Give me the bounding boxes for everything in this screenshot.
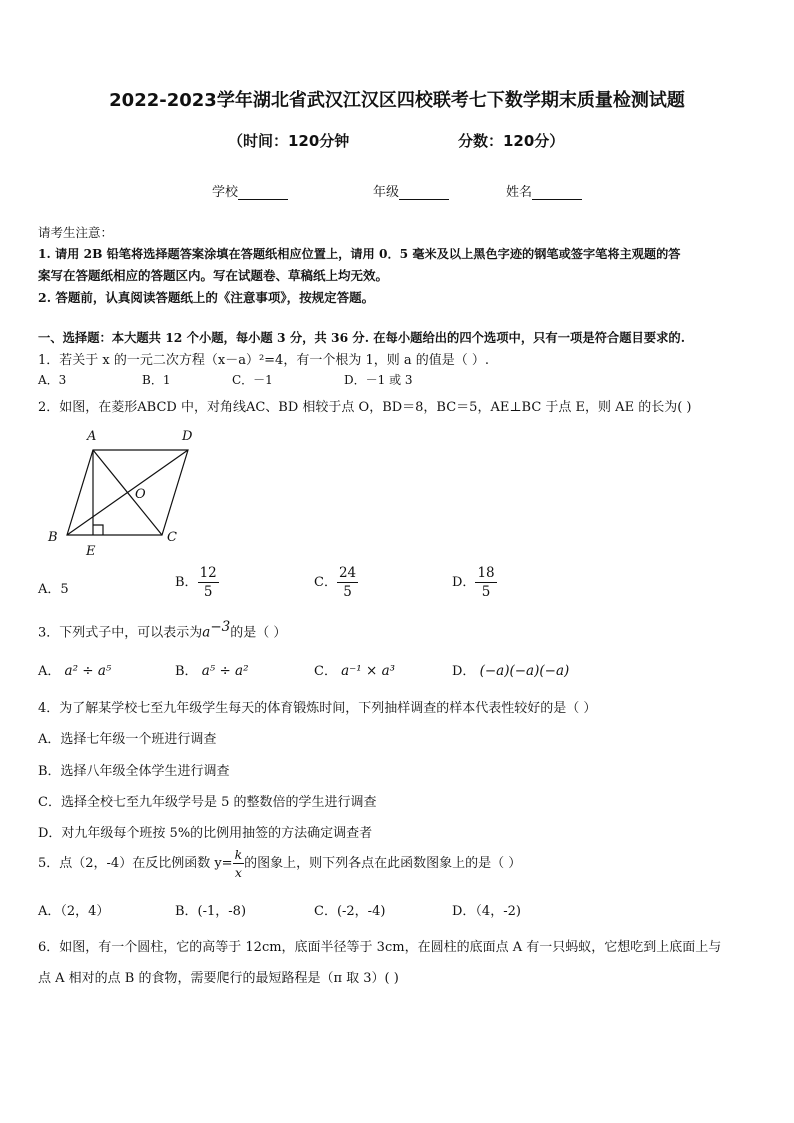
name-field: 姓名 [506,181,582,200]
q2-option-a[interactable]: A．5 [38,582,69,597]
label-b: B [48,530,58,545]
q4-option-b[interactable]: B．选择八年级全体学生进行调查 [38,764,230,779]
q2-stem: 2．如图，在菱形ABCD 中，对角线AC、BD 相较于点 O，BD＝8，BC＝5，AE⊥BC 于点 E，则 AE 的长为( ) [38,400,692,415]
q1-option-b[interactable]: B．1 [142,373,171,387]
q4-option-d[interactable]: D．对九年级每个班按 5%的比例用抽签的方法确定调查者 [38,826,373,841]
q1-option-d[interactable]: D．－1 或 3 [344,373,413,387]
q2-option-d[interactable]: D． $\frac{18}{5}$ [452,565,495,601]
grade-blank[interactable] [399,185,449,200]
notice-heading: 请考生注意： [38,225,114,240]
q5-option-b[interactable]: B．(-1，-8) [175,904,247,919]
exam-score: 分数：120分） [458,132,565,150]
q2-option-b[interactable]: B． $\frac{12}{5}$ [175,565,217,601]
q5-option-a[interactable]: A．（2，4） [38,904,110,919]
label-d: D [182,429,193,444]
right-angle-mark [93,525,103,535]
notice-line-1b: 案写在答题纸相应的答题区内。写在试题卷、草稿纸上均无效。 [38,268,389,283]
label-a: A [87,429,97,444]
label-o: O [135,487,146,502]
label-e: E [86,544,96,559]
q5-option-c[interactable]: C．(-2，-4) [314,904,386,919]
q1-stem: 1．若关于 x 的一元二次方程（x－a）²=4，有一个根为 1，则 a 的值是（ ）. [38,353,490,368]
q3-option-c[interactable]: C． a⁻¹ × a³ [314,663,396,679]
q6-stem-line2: 点 A 相对的点 B 的食物，需要爬行的最短路程是（π 取 3）( ) [38,971,399,986]
label-c: C [167,530,177,545]
q4-option-a[interactable]: A．选择七年级一个班进行调查 [38,732,217,747]
q3-option-b[interactable]: B． a⁵ ÷ a² [175,663,249,679]
q4-stem: 4．为了解某学校七至九年级学生每天的体育锻炼时间，下列抽样调查的样本代表性较好的是（ ） [38,701,597,716]
school-blank[interactable] [238,185,288,200]
diagonal-bd [67,450,188,535]
q3-option-d[interactable]: D． (−a)(−a)(−a) [452,663,570,679]
q6-stem-line1: 6．如图，有一个圆柱，它的高等于 12cm，底面半径等于 3cm，在圆柱的底面点 A 有一只蚂蚁，它想吃到上底面上与 [38,940,722,955]
rhombus-figure [40,424,210,559]
q5-option-d[interactable]: D．（4，-2) [452,904,521,919]
q1-option-a[interactable]: A．3 [38,373,67,387]
q4-option-c[interactable]: C．选择全校七至九年级学号是 5 的整数倍的学生进行调查 [38,795,377,810]
section1-heading: 一、选择题：本大题共 12 个小题，每小题 3 分，共 36 分. 在每小题给出的四个选项中，只有一项是符合题目要求的. [38,330,685,345]
exam-time: （时间：120分钟 [228,132,350,150]
grade-field: 年级 [373,181,449,200]
q3-stem: 3．下列式子中，可以表示为$a^{-3}$的是（ ） [38,619,287,641]
q3-option-a[interactable]: A． a² ÷ a⁵ [38,663,112,679]
notice-line-2: 2. 答题前，认真阅读答题纸上的《注意事项》，按规定答题。 [38,290,375,305]
exam-title: 2022-2023学年湖北省武汉江汉区四校联考七下数学期末质量检测试题 [109,90,685,111]
name-blank[interactable] [532,185,582,200]
q5-stem: 5．点（2，-4）在反比例函数 y= $\frac{k}{x}$ 的图象上，则下列各点在此函数图象上的是（ ） [38,847,522,881]
q2-option-c[interactable]: C． $\frac{24}{5}$ [314,565,357,601]
notice-line-1a: 1. 请用 2B 铅笔将选择题答案涂填在答题纸相应位置上，请用 0．5 毫米及以上黑色字迹的钢笔或签字笔将主观题的答 [38,247,681,261]
q1-option-c[interactable]: C．－1 [232,373,273,387]
school-field: 学校 [212,181,288,200]
